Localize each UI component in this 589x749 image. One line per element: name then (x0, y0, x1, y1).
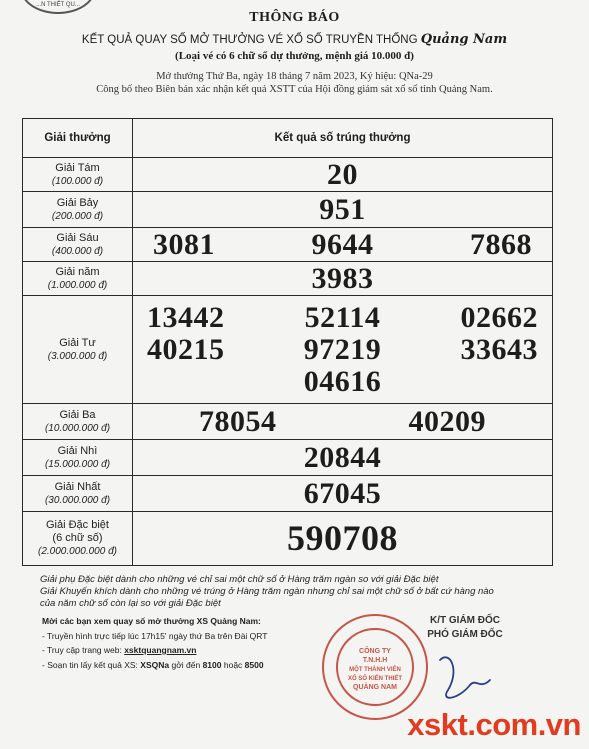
prize-numbers (133, 158, 553, 192)
winning-number: 97219 (303, 332, 382, 366)
prize-label (23, 512, 133, 566)
note-line: Giải phụ Đặc biệt dành cho những vé chỉ sai một chữ số ở Hàng trăm ngàn so với giải Đặc biệt (40, 574, 439, 585)
prize-numbers (133, 296, 553, 404)
prize-label (23, 440, 133, 476)
prize-label (23, 476, 133, 512)
prize-name: Giải năm (55, 265, 100, 278)
brand-name: Quảng Nam (420, 32, 508, 47)
prize-name: Giải Nhì (57, 444, 98, 457)
prize-numbers (133, 192, 553, 228)
website-link[interactable]: xsktquangnam.vn (124, 645, 197, 655)
jackpot-number: 590708 (287, 518, 398, 558)
winning-number: 7868 (470, 227, 532, 261)
winning-number: 33643 (460, 332, 538, 366)
prize-label (23, 296, 133, 404)
prize-amount: (30.000.000 đ) (44, 494, 111, 506)
prize-numbers (133, 262, 553, 296)
prize-label (23, 192, 133, 228)
prize-amount: (10.000.000 đ) (44, 422, 111, 434)
prize-label (23, 228, 133, 262)
prize-numbers (133, 512, 553, 566)
sms-or: hoặc (221, 659, 245, 670)
sms-number: 8100 (202, 659, 222, 670)
table-header-row (23, 119, 553, 158)
winning-number: 3983 (311, 261, 374, 295)
logo-text: ...N THIẾT QU... (36, 2, 80, 8)
publish-note: Công bố theo Biên bản xác nhận kết quả XSTT của Hội đồng giám sát xổ số tỉnh Quảng Nam. (96, 84, 493, 95)
winning-number: 20844 (303, 440, 382, 474)
follow-web (42, 643, 267, 658)
winning-number: 3081 (153, 227, 215, 261)
stamp-text: XỔ SỐ KIẾN THIẾT (347, 676, 403, 682)
prize-name: Giải Bảy (56, 196, 99, 209)
prize-row-g1 (23, 476, 553, 512)
note-line: của năm chữ số còn lại so với giải Đặc biệt (40, 598, 221, 609)
winning-number: 40209 (408, 404, 486, 438)
sign-title: K/T GIÁM ĐỐC (430, 615, 500, 626)
winning-number: 951 (319, 192, 366, 226)
stamp-text: QUẢNG NAM (353, 684, 397, 691)
winning-number: 04616 (303, 364, 382, 398)
winning-number: 40215 (147, 332, 225, 366)
ticket-note: (Loại vé có 6 chữ số dự thưởng, mệnh giá 10.000 đ) (175, 50, 414, 62)
prize-notes (40, 574, 560, 610)
header (0, 10, 589, 95)
prize-label (23, 404, 133, 440)
prize-row-g3 (23, 404, 553, 440)
winning-number: 67045 (303, 476, 382, 510)
results-table (22, 118, 553, 566)
prize-row-g8 (23, 158, 553, 192)
prize-numbers (133, 440, 553, 476)
web-prefix: - Truy cập trang web: (42, 645, 125, 655)
header-result: Kết quả số trúng thưởng (133, 119, 553, 158)
prize-subname: (6 chữ số) (52, 532, 103, 544)
prize-row-g4 (23, 296, 553, 404)
prize-numbers (133, 476, 553, 512)
prize-amount: (15.000.000 đ) (44, 458, 111, 470)
follow-sms (42, 658, 267, 673)
prize-name: Giải Ba (59, 408, 96, 421)
prize-amount: (2.000.000.000 đ) (38, 546, 117, 557)
prize-row-g2 (23, 440, 553, 476)
prize-row-g7 (23, 192, 553, 228)
follow-title: Mời các bạn xem quay số mở thưởng XS Quảng Nam: (42, 616, 261, 626)
sign-subtitle: PHÓ GIÁM ĐỐC (427, 629, 503, 640)
prize-name: Giải Tám (55, 161, 100, 174)
sms-mid: gởi đến (169, 659, 203, 670)
prize-name: Giải Sáu (56, 231, 99, 244)
winning-number: 52114 (304, 300, 381, 334)
prize-amount: (200.000 đ) (51, 210, 104, 222)
sms-number: 8500 (244, 659, 264, 670)
follow-tv: - Truyền hình trực tiếp lúc 17h15' ngày thứ Ba trên Đài QRT (42, 630, 268, 641)
stamp-text: MỘT THÀNH VIÊN (349, 667, 401, 673)
prize-numbers (133, 404, 553, 440)
sms-prefix: - Soạn tin lấy kết quả XS: (42, 659, 141, 670)
signature-scribble (410, 640, 510, 710)
winning-number: 13442 (147, 300, 225, 334)
sms-code: XSQNa (140, 659, 170, 670)
note-line: Giải Khuyến khích dành cho những vé trúng ở Hàng trăm ngàn nhưng chỉ sai một chữ số ở bất cứ hàng nào (40, 586, 494, 597)
subtitle-text: KẾT QUẢ QUAY SỐ MỞ THƯỞNG VÉ XỔ SỐ TRUYỀN THỐNG (81, 34, 418, 46)
prize-numbers (133, 228, 553, 262)
winning-number: 78054 (199, 404, 277, 438)
prize-amount: (100.000 đ) (51, 175, 104, 187)
stamp-text: CÔNG TY (359, 648, 391, 655)
stamp-text: T.N.H.H (362, 657, 388, 664)
follow-info (42, 614, 267, 672)
header-prize: Giải thưởng (23, 119, 133, 158)
prize-name: Giải Nhất (54, 480, 101, 493)
prize-amount: (1.000.000 đ) (47, 279, 108, 291)
prize-name: Giải Tư (59, 336, 96, 349)
page-title: THÔNG BÁO (249, 10, 340, 25)
prize-label (23, 158, 133, 192)
subtitle (0, 32, 589, 47)
prize-row-special (23, 512, 553, 566)
prize-row-g5 (23, 262, 553, 296)
winning-number: 9644 (311, 227, 374, 261)
prize-amount: (400.000 đ) (51, 245, 104, 257)
watermark: xskt.com.vn (407, 707, 581, 742)
prize-label (23, 262, 133, 296)
prize-amount: (3.000.000 đ) (47, 350, 108, 362)
prize-name: Giải Đặc biệt (46, 519, 109, 531)
prize-row-g6 (23, 228, 553, 262)
winning-number: 02662 (460, 300, 538, 334)
winning-number: 20 (327, 157, 358, 191)
draw-date: Mở thưởng Thứ Ba, ngày 18 tháng 7 năm 2023, Ký hiệu: QNa-29 (156, 71, 433, 82)
